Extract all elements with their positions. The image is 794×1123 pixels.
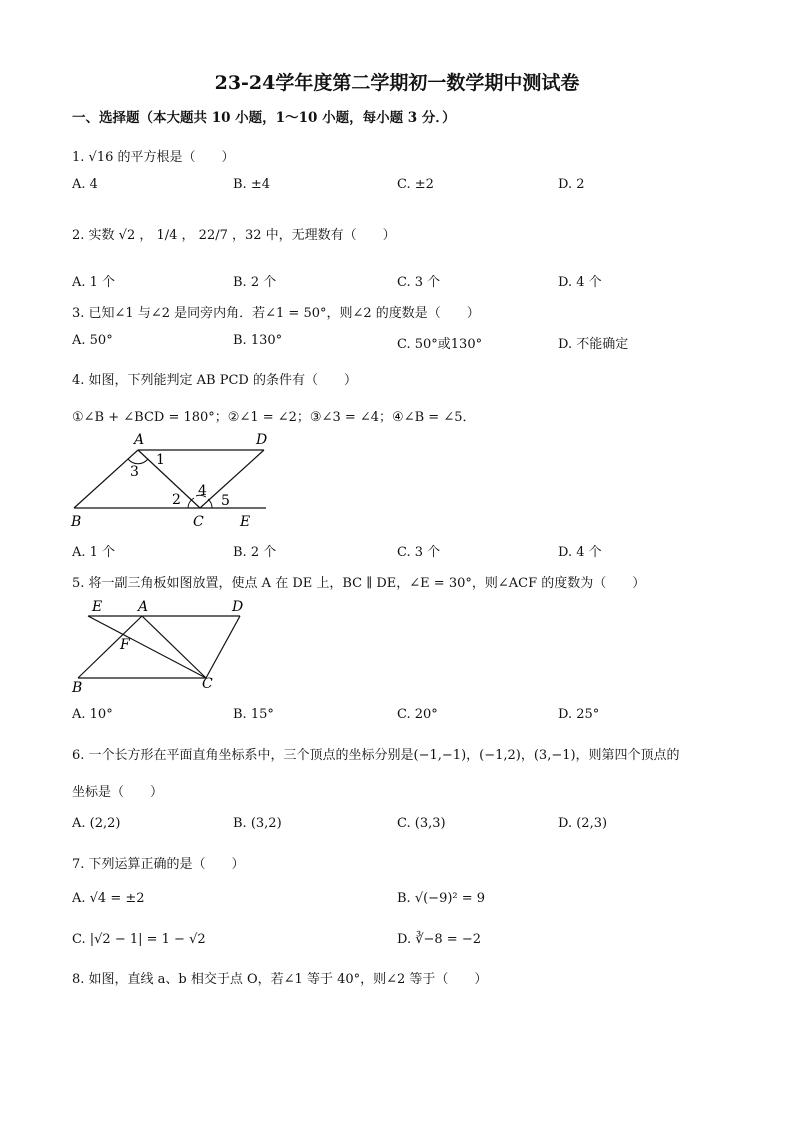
label-e: E	[240, 514, 251, 530]
label-angle-2: 2	[172, 492, 181, 508]
section-heading: 一、选择题（本大题共 10 小题，1～10 小题，每小题 3 分．）	[72, 110, 456, 126]
q4-option-a: A. 1 个	[72, 545, 116, 560]
q6-option-c: C. (3,3)	[397, 816, 446, 831]
question-4-conditions: ①∠B + ∠BCD = 180°；②∠1 = ∠2；③∠3 = ∠4；④∠B = ∠5．	[72, 410, 476, 425]
q4-option-b: B. 2 个	[233, 545, 277, 560]
q7-option-b: B. √(−9)² = 9	[397, 891, 486, 906]
q5-option-d: D. 25°	[558, 707, 600, 722]
q2-option-b: B. 2 个	[233, 275, 277, 290]
q4-option-d: D. 4 个	[558, 545, 602, 560]
q2-option-d: D. 4 个	[558, 275, 602, 290]
q1-option-d: D. 2	[558, 177, 585, 192]
q7-option-d: D. ∛−8 = −2	[397, 932, 481, 947]
q6-option-b: B. (3,2)	[233, 816, 282, 831]
question-8-stem: 8. 如图，直线 a、b 相交于点 O，若∠1 等于 40°，则∠2 等于（ ）	[72, 972, 488, 987]
label-a: A	[138, 599, 149, 615]
page-title: 23-24学年度第二学期初一数学期中测试卷	[214, 72, 580, 94]
label-angle-5: 5	[221, 493, 230, 509]
question-1-stem: 1. √16 的平方根是（ ）	[72, 150, 235, 165]
label-a: A	[134, 432, 145, 448]
label-angle-1: 1	[156, 452, 165, 468]
q3-option-b: B. 130°	[233, 333, 283, 348]
label-c: C	[202, 676, 213, 692]
label-d: D	[232, 599, 244, 615]
q6-option-d: D. (2,3)	[558, 816, 608, 831]
label-b: B	[71, 514, 82, 530]
figure-4-parallel-lines	[66, 428, 286, 532]
label-f: F	[120, 637, 130, 653]
label-e: E	[92, 599, 103, 615]
q7-option-c: C. |√2 − 1| = 1 − √2	[72, 932, 206, 947]
label-angle-4: 4	[198, 483, 207, 499]
question-6-stem-continued: 坐标是（ ）	[72, 785, 164, 800]
q2-option-a: A. 1 个	[72, 275, 116, 290]
q6-option-a: A. (2,2)	[72, 816, 121, 831]
q1-option-c: C. ±2	[397, 177, 434, 192]
figure-5-triangle-rulers	[66, 596, 266, 698]
q5-option-a: A. 10°	[72, 707, 113, 722]
q4-option-c: C. 3 个	[397, 545, 441, 560]
label-d: D	[256, 432, 268, 448]
question-3-stem: 3. 已知∠1 与∠2 是同旁内角．若∠1 = 50°，则∠2 的度数是（ ）	[72, 306, 480, 321]
q3-option-d: D. 不能确定	[558, 337, 629, 352]
q3-option-c: C. 50°或130°	[397, 337, 483, 352]
label-c: C	[193, 514, 204, 530]
question-5-stem: 5. 将一副三角板如图放置，使点 A 在 DE 上，BC ∥ DE，∠E = 30°，则∠ACF 的度数为（ ）	[72, 576, 646, 591]
question-6-stem: 6. 一个长方形在平面直角坐标系中，三个顶点的坐标分别是(−1,−1)，(−1,2)，(3,−1)，则第四个顶点的	[72, 748, 680, 763]
q7-option-a: A. √4 = ±2	[72, 891, 145, 906]
label-b: B	[72, 680, 83, 696]
q1-option-a: A. 4	[72, 177, 98, 192]
question-4-stem: 4. 如图，下列能判定 AB PCD 的条件有（ ）	[72, 373, 357, 388]
question-7-stem: 7. 下列运算正确的是（ ）	[72, 857, 245, 872]
label-angle-3: 3	[130, 464, 139, 480]
q2-option-c: C. 3 个	[397, 275, 441, 290]
q1-option-b: B. ±4	[233, 177, 270, 192]
q5-option-c: C. 20°	[397, 707, 438, 722]
q3-option-a: A. 50°	[72, 333, 113, 348]
question-2-stem: 2. 实数 √2 ， 1/4 ， 22/7 ，32 中，无理数有（ ）	[72, 228, 396, 243]
q5-option-b: B. 15°	[233, 707, 274, 722]
